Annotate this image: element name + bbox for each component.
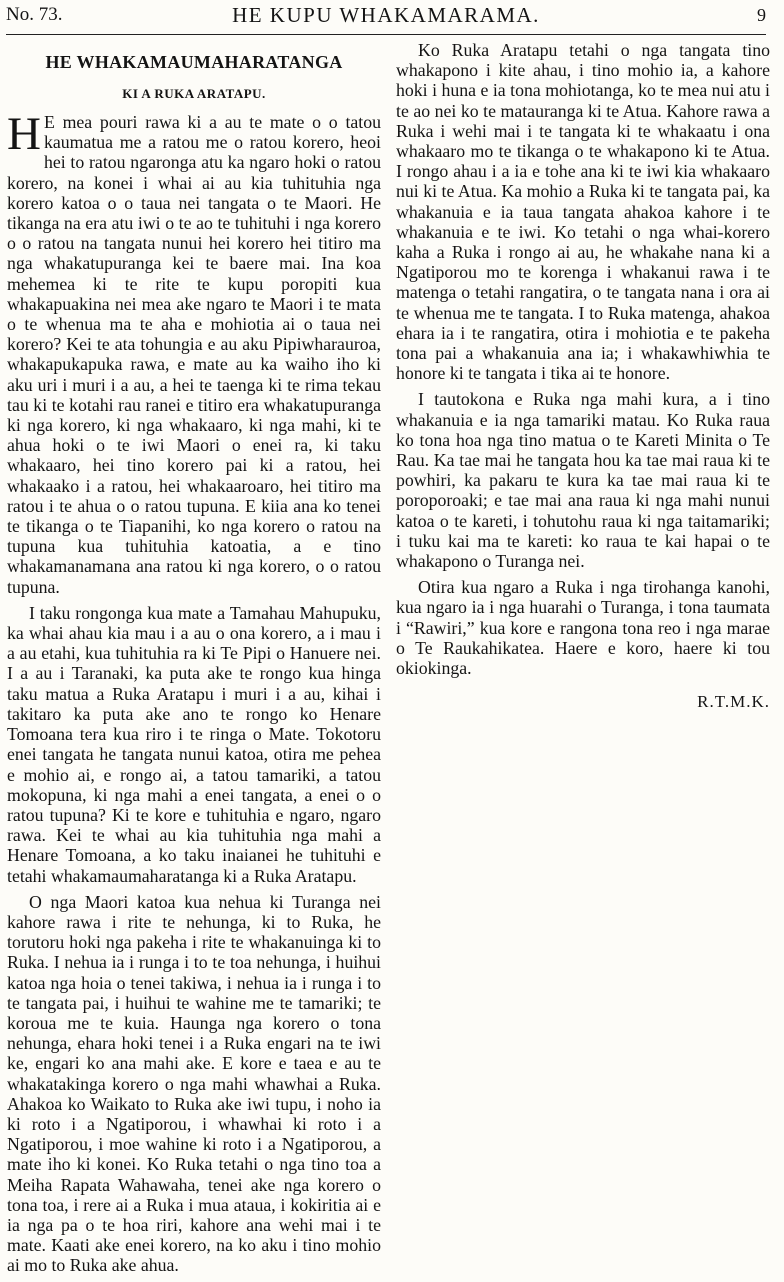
article-title: HE WHAKAMAUMAHARATANGA: [45, 52, 343, 72]
paragraph-2: I taku rongonga kua mate a Tamahau Mahupuku, ka whai ahau kia mau i a au o ona korero, a i mau i a au etahi, kua tuhituhia ra ki Te Pipi o Hanuere nei. I a au i Taranaki, ka puta ake te rongo kua hinga taku matua a Ruka Aratapu i muri i a au, kihai i takitaro ka puta ake ano te rongo ko Henare Tomoana tera kua riro i te ringa o Mate. Tokotoru enei tangata he tangata nunui katoa, otira me pehea e mohio ai, e rongo ai, a tatou tamariki, a tatou mokopuna, ki nga mahi a enei tangata, a enei o o ratou tupuna? Ki te kore e tuhituhia e ngaro, ngaro rawa. Kei te whai au kia tuhituhia nga mahi a Henare Tomoana, a ko taku inaianei he tuhituhi e tetahi whakamaumaharatanga ki a Ruka Aratapu.: [7, 602, 381, 886]
drop-cap: H: [7, 108, 41, 160]
paragraph-6: Otira kua ngaro a Ruka i nga tirohanga kanohi, kua ngaro ia i nga huarahi o Turanga, i tona taumata i “Rawiri,” kua kore e rangona tona reo i nga marae o Te Raukahikatea. Haere e koro, haere ki tou okiokinga.: [396, 577, 770, 679]
paragraph-3: O nga Maori katoa kua nehua ki Turanga nei kahore rawa i rite te nehunga, ki to Ruka, he torutoru hoki nga pakeha i rite te whakanuinga ki to Ruka. I nehua ia i runga i to te toa nehunga, i huihui katoa nga hoia o tenei takiwa, i nehua ia i runga i to te tangata pai, i huihui te wahine me te tamariki; te koroua me te kuia. Haunga nga korero o tona nehunga, ehara hoki tenei i a Ruka engari na te iwi ke, engari ko ana mahi ake. E kore e taea e au te whakatakinga korero o nga mahi whawhai a Ruka. Ahakoa ko Waikato to Ruka ake iwi tupu, i noho ia ki roto i a Ngatiporou, i whawhai ki roto i a Ngatiporou, i moe wahine ki roto i a Ngatiporou, a mate iho ki konei. Ko Ruka tetahi o nga tino toa a Meiha Rapata Wahawaha, tenei ake nga korero o tona toa, i rere ai a Ruka i mua ataua, i kokiritia ai e ia nga pa o te hoa riri, kahore ana wehi mai i te mate. Kaati ake enei korero, na ko aku i tino mohio ai mo to Ruka ake ahua.: [7, 891, 381, 1276]
right-column: [396, 40, 770, 713]
page-number: 9: [757, 5, 766, 25]
running-title: HE KUPU WHAKAMARAMA.: [232, 3, 540, 27]
paragraph-5: I tautokona e Ruka nga mahi kura, a i tino whakanuia e ia nga tamariki matau. Ko Ruka raua ko tona hoa nga tino matua o te Kareti Minita o Te Rau. Ka tae mai he tangata hou ka tae mai raua ki te powhiri, ka pakaru te kura ka tae mai raua ki te poroporoaki; e tae mai ana raua ki nga mahi nunui katoa o te kareti, i tohutohu raua ki nga taitamariki; i tuku kai ma te kareti: ko raua te kai hapai o te whakapono o Turanga nei.: [396, 389, 770, 572]
issue-number: No. 73.: [6, 4, 63, 25]
left-column: [7, 40, 381, 1282]
signature: R.T.M.K.: [697, 692, 770, 712]
paragraph-1-text: E mea pouri rawa ki a au te mate o o tatou kaumatua me a ratou me o ratou korero, heoi hei to ratou ngaronga atu ka ngaro hoki o ratou korero, na konei i whai ai au kia tuhituhia nga korero katoa o o taua nei tangata o te Maori. He tikanga na era atu iwi o te ao te tuhituhi i nga korero o o ratou na tangata nunui hei korero hei titiro ma nga whakatupuranga kei te baere mai. Ina koa mehemea ki te rite te kupu poropiti kua whakapuakina nei mea ake ngaro te Maori i te mata o te whenua ma te aha e mohiotia ai o taua nei korero? Kei te ata tohungia e au aku Pipiwharauroa, whakapukapuka rawa, e mate au ka waiho iho ki aku uri i muri i a au, a hei te taenga ki te rima tekau tau ki te kotahi rau ranei e titiro era whakatupuranga ki nga korero, ki nga whakaaro, ki nga mahi, ki te ahua hoki o te iwi Maori o enei ra, ki taku whakaaro, hei tino korero pai ki a ratou, hei whakaako i a ratou, hei whakaaroaro, hei titiro ma ratou i te ahua o o ratou tupuna. E kiia ana ko tenei te tikanga o te Tiapanihi, ko nga korero o ratou na tupuna kua tuhituhia katoatia, a e tino whakamanamana ana ratou ki nga korero, o o ratou tupuna.: [7, 112, 381, 597]
paragraph-1: [7, 108, 381, 597]
article-subtitle: KI A RUKA ARATAPU.: [122, 86, 266, 101]
page-header: [6, 0, 766, 35]
paragraph-4: Ko Ruka Aratapu tetahi o nga tangata tino whakapono i kite ahau, i tino mohio ia, a kahore hoki i huna e ia tona mohiotanga, ko te mea nui atu i te ao nei ko te matauranga ki te Atua. Kahore rawa a Ruka i wehi mai i te tangata ki te whakaatu i ona whakaaro mo te tikanga o te whakapono ki te Atua. I rongo ahau i a ia e tohe ana ki te iwi kia whakaaro nui ki te Atua. Ka mohio a Ruka ki te tangata pai, ka whakanuia e ia taua tangata ahakoa kahore i te whakanuia e te iwi. Ko tetahi o nga whai-korero kaha a Ruka i rongo ai au, he whakahe nana ki a Ngatiporou mo te korenga i whakanui rawa i te matenga o tetahi rangatira, o te tangata nana i ora ai te whenua me te tangata. I to Ruka matenga, ahakoa ehara ia i te rangatira, otira i mohiotia e te pakeha tona pai a whakanuia ana ia; i whakawhiwhia te honore ki te tangata i tika ai te honore.: [396, 40, 770, 384]
